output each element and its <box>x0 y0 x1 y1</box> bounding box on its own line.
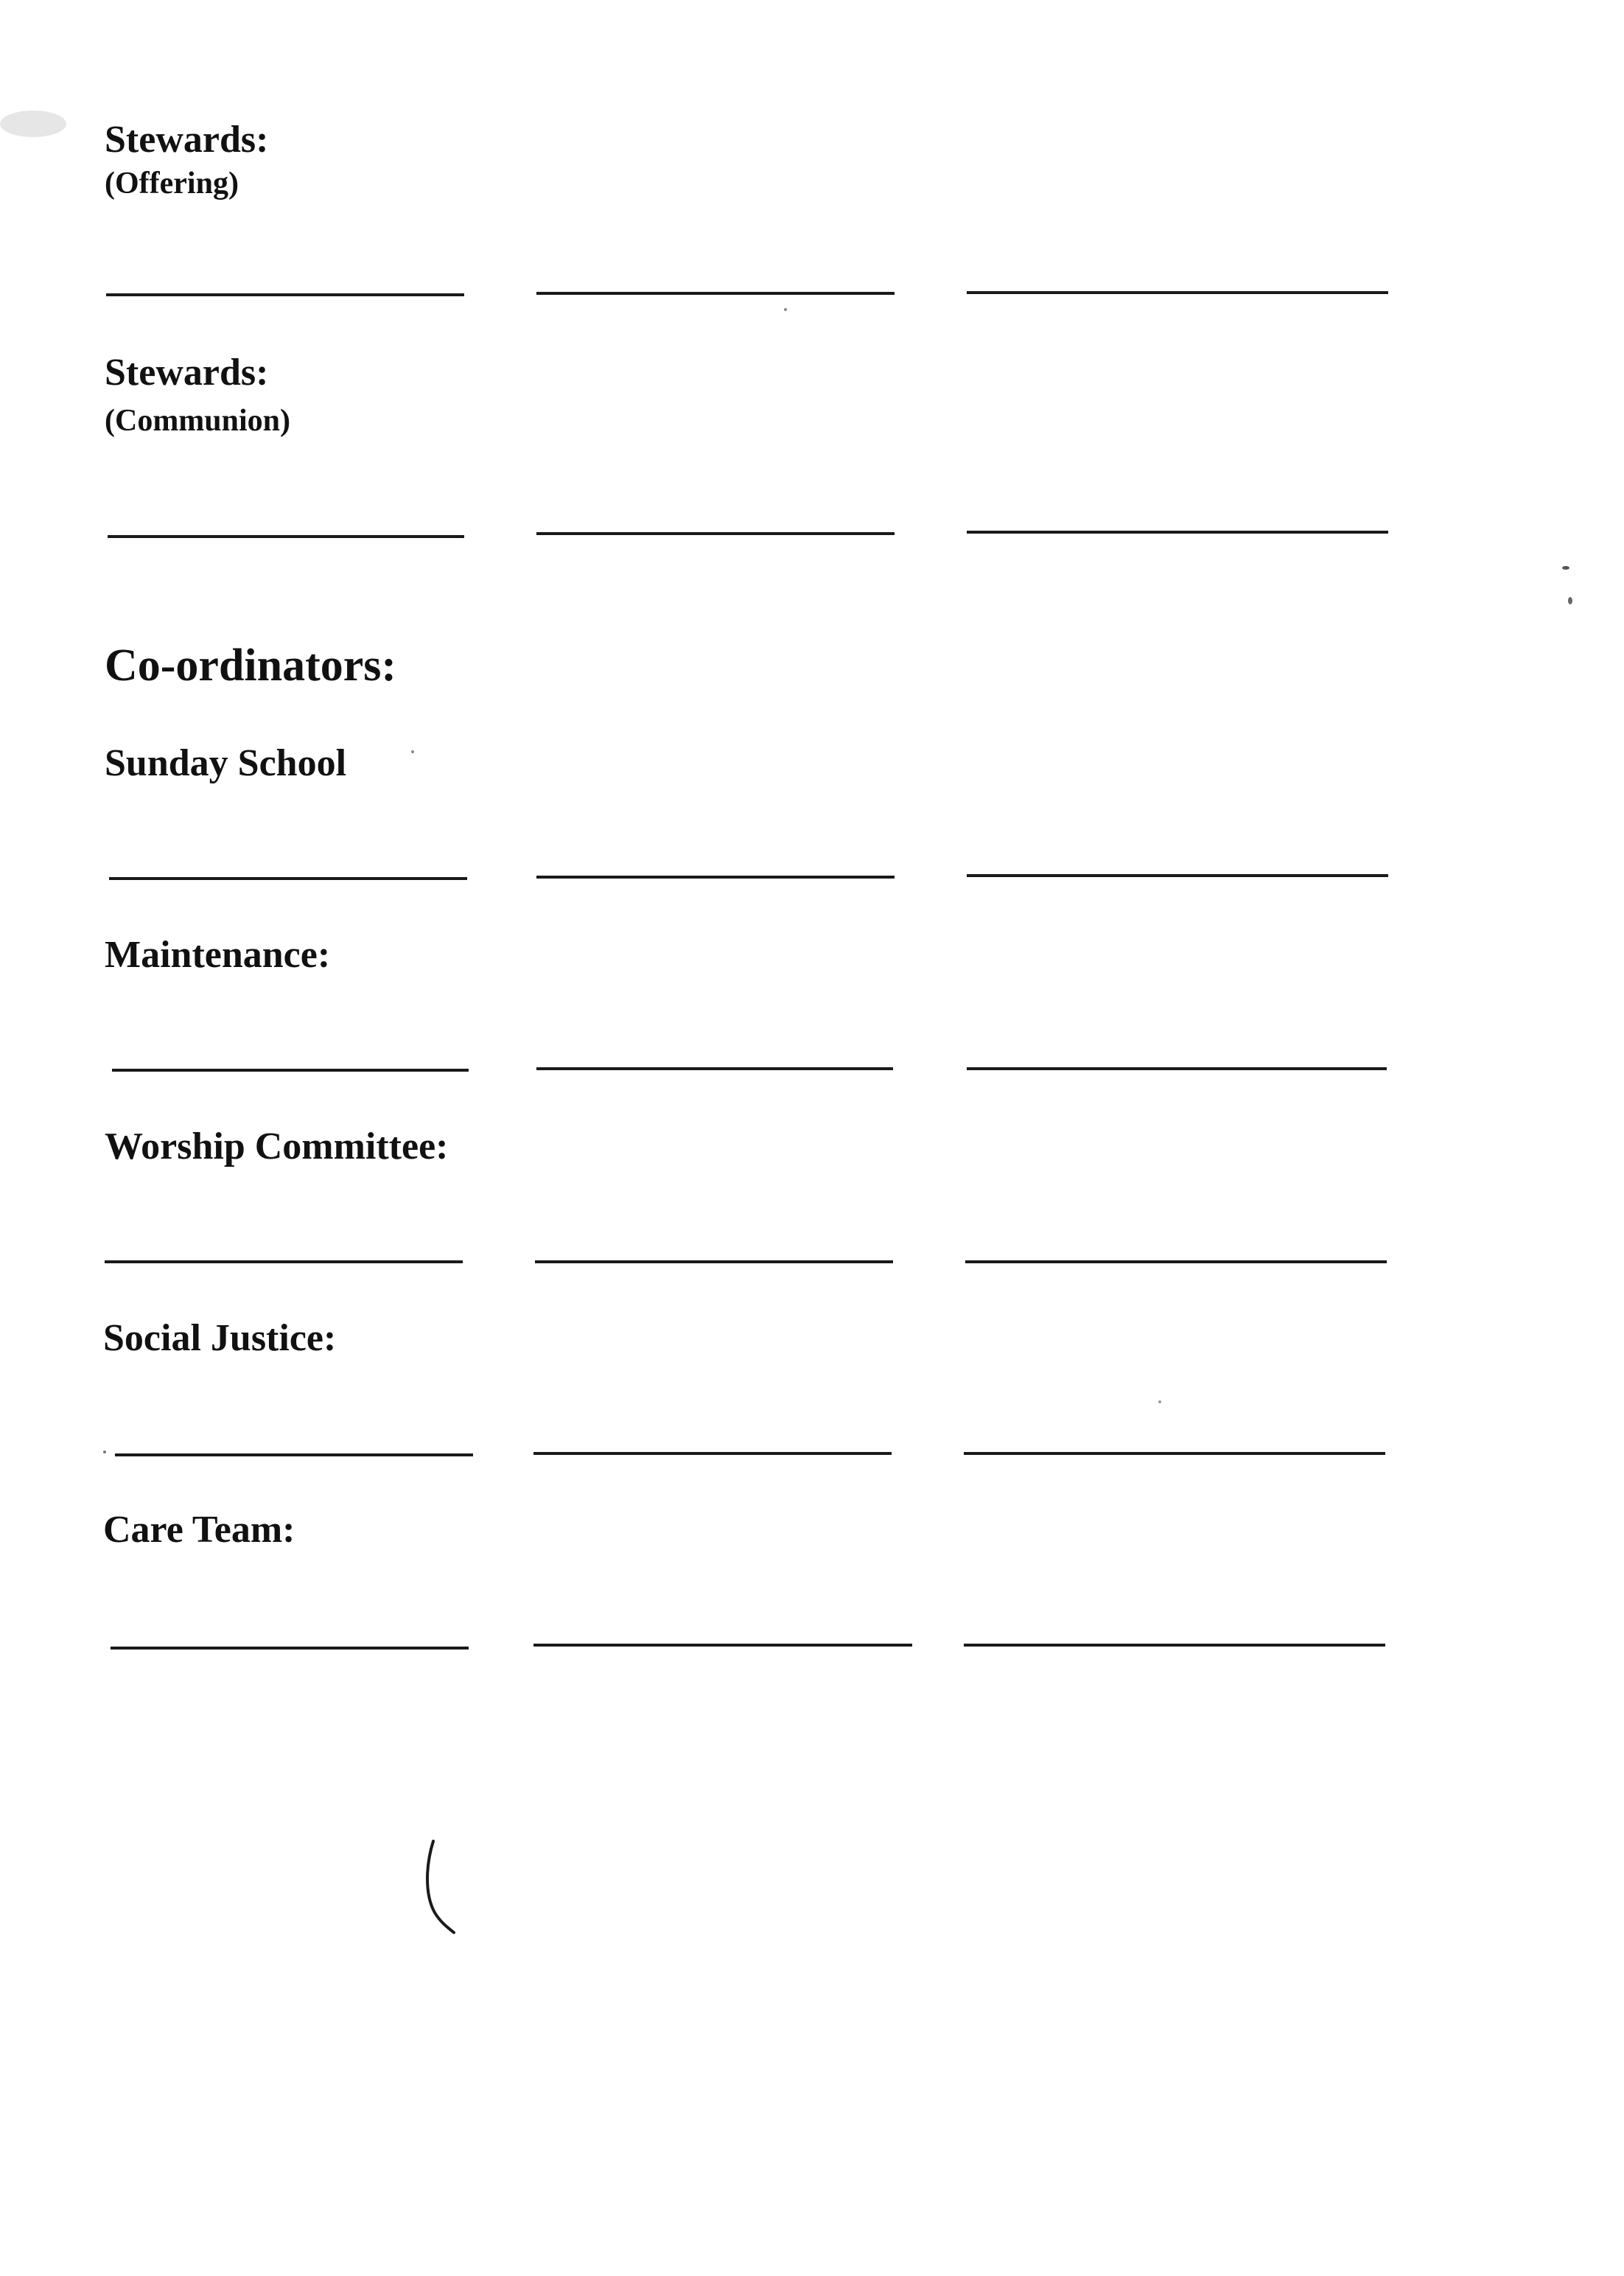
pen-mark <box>420 1835 464 1938</box>
care-team-blank-3[interactable] <box>964 1644 1385 1647</box>
stewards-offering-subtitle: (Offering) <box>105 167 239 200</box>
care-team-blank-1[interactable] <box>111 1647 469 1650</box>
stewards-offering-blank-3[interactable] <box>967 291 1388 294</box>
sunday-school-blank-1[interactable] <box>109 877 467 880</box>
sunday-school-title: Sunday School <box>105 742 347 784</box>
coordinators-heading: Co-ordinators: <box>105 640 397 691</box>
maintenance-blank-3[interactable] <box>967 1067 1387 1070</box>
scan-speck <box>411 750 414 753</box>
stewards-offering-blank-2[interactable] <box>536 292 895 295</box>
care-team-blank-2[interactable] <box>533 1644 912 1647</box>
worship-committee-blank-2[interactable] <box>535 1260 893 1263</box>
scan-speck <box>1568 597 1572 604</box>
scan-speck <box>0 111 66 137</box>
stewards-communion-subtitle: (Communion) <box>105 404 291 438</box>
scan-speck <box>784 308 787 311</box>
stewards-offering-blank-1[interactable] <box>106 293 464 296</box>
sunday-school-blank-3[interactable] <box>967 874 1388 877</box>
maintenance-blank-2[interactable] <box>536 1067 893 1070</box>
stewards-offering-title: Stewards: <box>105 119 269 161</box>
sunday-school-blank-2[interactable] <box>536 876 895 879</box>
social-justice-title: Social Justice: <box>103 1317 337 1359</box>
care-team-title: Care Team: <box>103 1509 295 1551</box>
maintenance-blank-1[interactable] <box>112 1069 469 1072</box>
stewards-communion-title: Stewards: <box>105 352 269 394</box>
social-justice-blank-3[interactable] <box>964 1452 1385 1455</box>
social-justice-blank-1[interactable] <box>115 1453 473 1456</box>
stewards-communion-blank-2[interactable] <box>536 532 895 535</box>
worship-committee-blank-1[interactable] <box>105 1260 463 1263</box>
scan-speck <box>1158 1400 1161 1403</box>
worship-committee-title: Worship Committee: <box>105 1125 449 1167</box>
scan-speck <box>1562 566 1569 570</box>
stewards-communion-blank-1[interactable] <box>108 535 464 538</box>
social-justice-blank-2[interactable] <box>533 1452 892 1455</box>
maintenance-title: Maintenance: <box>105 934 331 976</box>
stewards-communion-blank-3[interactable] <box>967 531 1388 534</box>
worship-committee-blank-3[interactable] <box>965 1260 1387 1263</box>
scan-speck <box>103 1451 106 1453</box>
